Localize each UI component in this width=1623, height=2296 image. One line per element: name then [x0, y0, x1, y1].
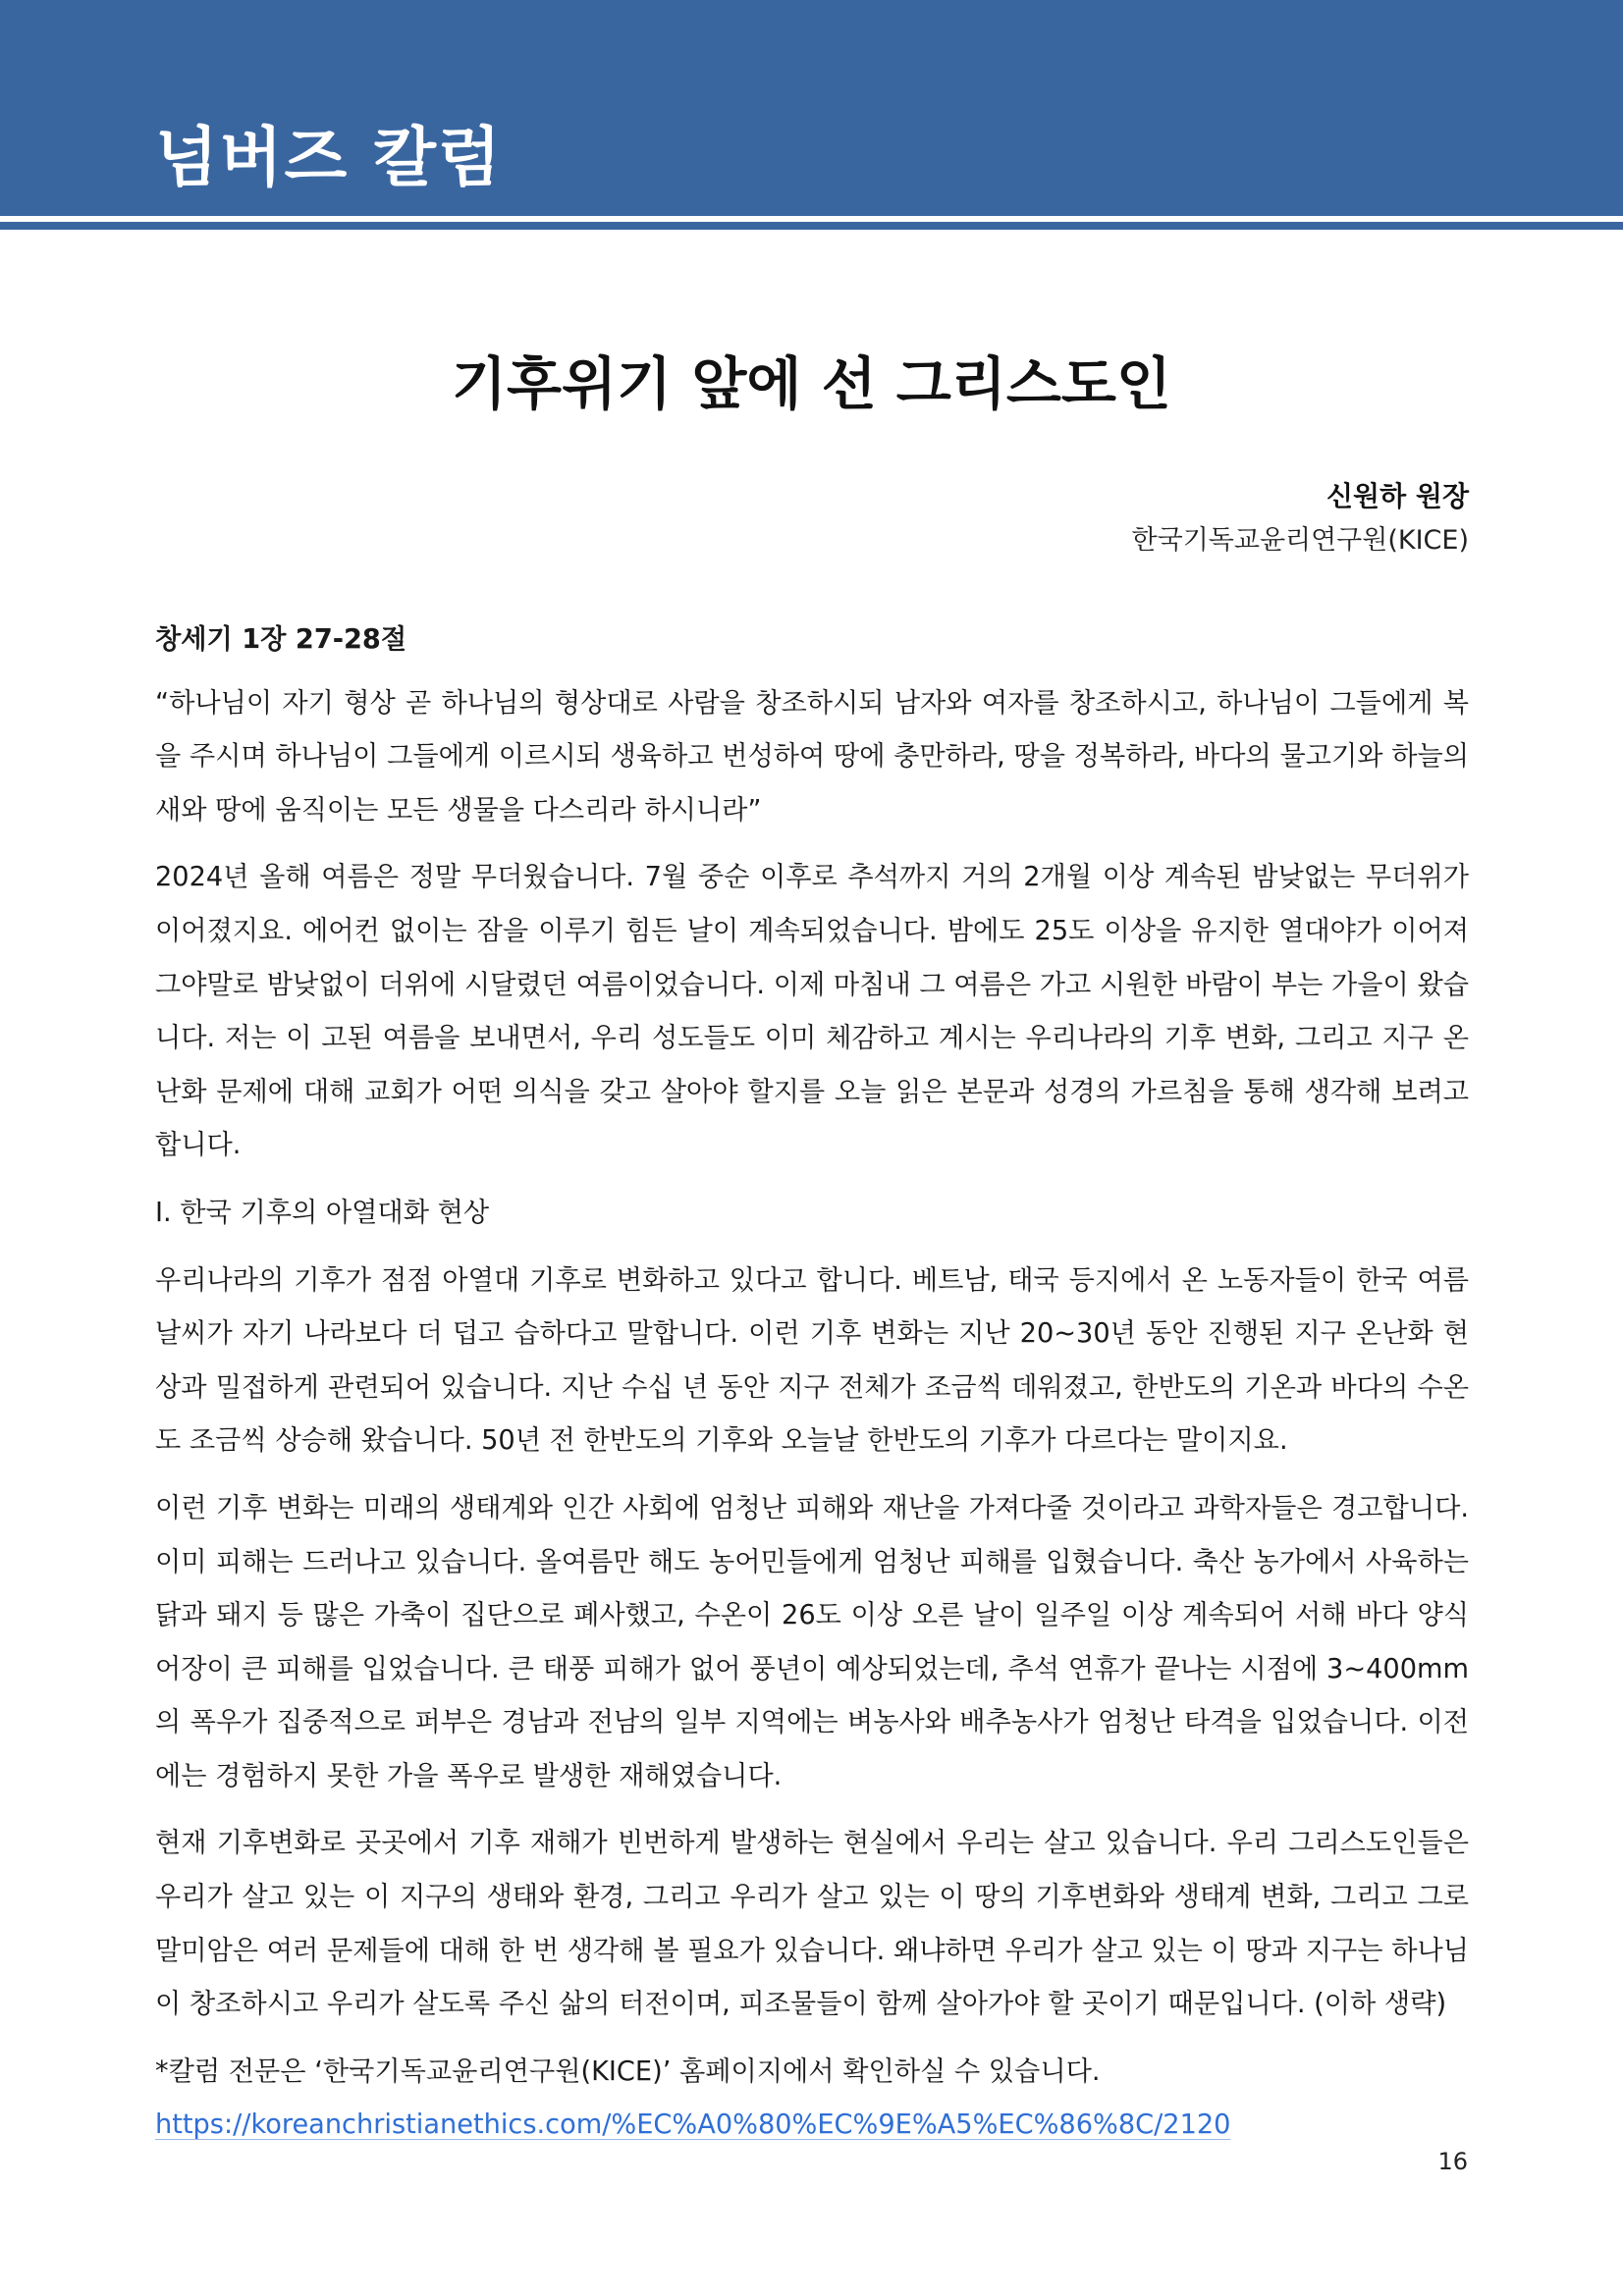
paragraph-intro: 2024년 올해 여름은 정말 무더웠습니다. 7월 중순 이후로 추석까지 거의 2개월 이상 계속된 밤낮없는 무더위가 이어졌지요. 에어컨 없이는 잠을 이루기 힘든 날이 계속되었습니다. 밤에도 25도 이상을 유지한 열대야가 이어져 그야말로 밤낮없이 더위에 시달렸던 여름이었습니다. 이제 마침내 그 여름은 가고 시원한 바람이 부는 가을이 왔습니다. 저는 이 고된 여름을 보내면서, 우리 성도들도 이미 체감하고 계시는 우리나라의 기후 변화, 그리고 지구 온난화 문제에 대해 교회가 어떤 의식을 갖고 살아야 할지를 오늘 읽은 본문과 성경의 가르침을 통해 생각해 보려고 합니다.: [155, 862, 1469, 1161]
source-link[interactable]: https://koreanchristianethics.com/%EC%A0%80%EC%9E%A5%EC%86%8C/2120: [155, 2109, 1231, 2141]
scripture-reference: 창세기 1장 27-28절: [155, 624, 407, 655]
column-label: 넘버즈 칼럼: [155, 120, 503, 195]
article-title: 기후위기 앞에 선 그리스도인: [452, 349, 1171, 417]
author-name: 신원하 원장: [1326, 480, 1469, 512]
scripture-quote: “하나님이 자기 형상 곧 하나님의 형상대로 사람을 창조하시되 남자와 여자를 창조하시고, 하나님이 그들에게 복을 주시며 하나님이 그들에게 이르시되 생육하고 번성하여 땅에 충만하라, 땅을 정복하라, 바다의 물고기와 하늘의 새와 땅에 움직이는 모든 생물을 다스리라 하시니라”: [155, 687, 1469, 826]
page-number: 16: [1437, 2148, 1468, 2175]
header-divider-line: [0, 222, 1623, 230]
paragraph-damage: 이런 기후 변화는 미래의 생태계와 인간 사회에 엄청난 피해와 재난을 가져다줄 것이라고 과학자들은 경고합니다. 이미 피해는 드러나고 있습니다. 올여름만 해도 농어민들에게 엄청난 피해를 입혔습니다. 축산 농가에서 사육하는 닭과 돼지 등 많은 가축이 집단으로 폐사했고, 수온이 26도 이상 오른 날이 일주일 이상 계속되어 서해 바다 양식 어장이 큰 피해를 입었습니다. 큰 태풍 피해가 없어 풍년이 예상되었는데, 추석 연휴가 끝나는 시점에 3~400mm의 폭우가 집중적으로 퍼부은 경남과 전남의 일부 지역에는 벼농사와 배추농사가 엄청난 타격을 입었습니다. 이전에는 경험하지 못한 가을 폭우로 발생한 재해였습니다.: [155, 1492, 1469, 1791]
section-heading: I. 한국 기후의 아열대화 현상: [155, 1197, 490, 1228]
paragraph-reflection: 현재 기후변화로 곳곳에서 기후 재해가 빈번하게 발생하는 현실에서 우리는 살고 있습니다. 우리 그리스도인들은 우리가 살고 있는 이 지구의 생태와 환경, 그리고 우리가 살고 있는 이 땅의 기후변화와 생태계 변화, 그리고 그로 말미암은 여러 문제들에 대해 한 번 생각해 볼 필요가 있습니다. 왜냐하면 우리가 살고 있는 이 땅과 지구는 하나님이 창조하시고 우리가 살도록 주신 삶의 터전이며, 피조물들이 함께 살아가야 할 곳이기 때문입니다. (이하 생략): [155, 1828, 1469, 2020]
author-organization: 한국기독교윤리연구원(KICE): [1131, 525, 1469, 556]
article-body: [155, 614, 1469, 2153]
header-band: [0, 0, 1623, 216]
full-text-note: *칼럼 전문은 ‘한국기독교윤리연구원(KICE)’ 홈페이지에서 확인하실 수 있습니다.: [155, 2056, 1101, 2087]
paragraph-climate-change: 우리나라의 기후가 점점 아열대 기후로 변화하고 있다고 합니다. 베트남, 태국 등지에서 온 노동자들이 한국 여름 날씨가 자기 나라보다 더 덥고 습하다고 말합니다. 이런 기후 변화는 지난 20~30년 동안 진행된 지구 온난화 현상과 밀접하게 관련되어 있습니다. 지난 수십 년 동안 지구 전체가 조금씩 데워졌고, 한반도의 기온과 바다의 수온도 조금씩 상승해 왔습니다. 50년 전 한반도의 기후와 오늘날 한반도의 기후가 다르다는 말이지요.: [155, 1264, 1469, 1457]
